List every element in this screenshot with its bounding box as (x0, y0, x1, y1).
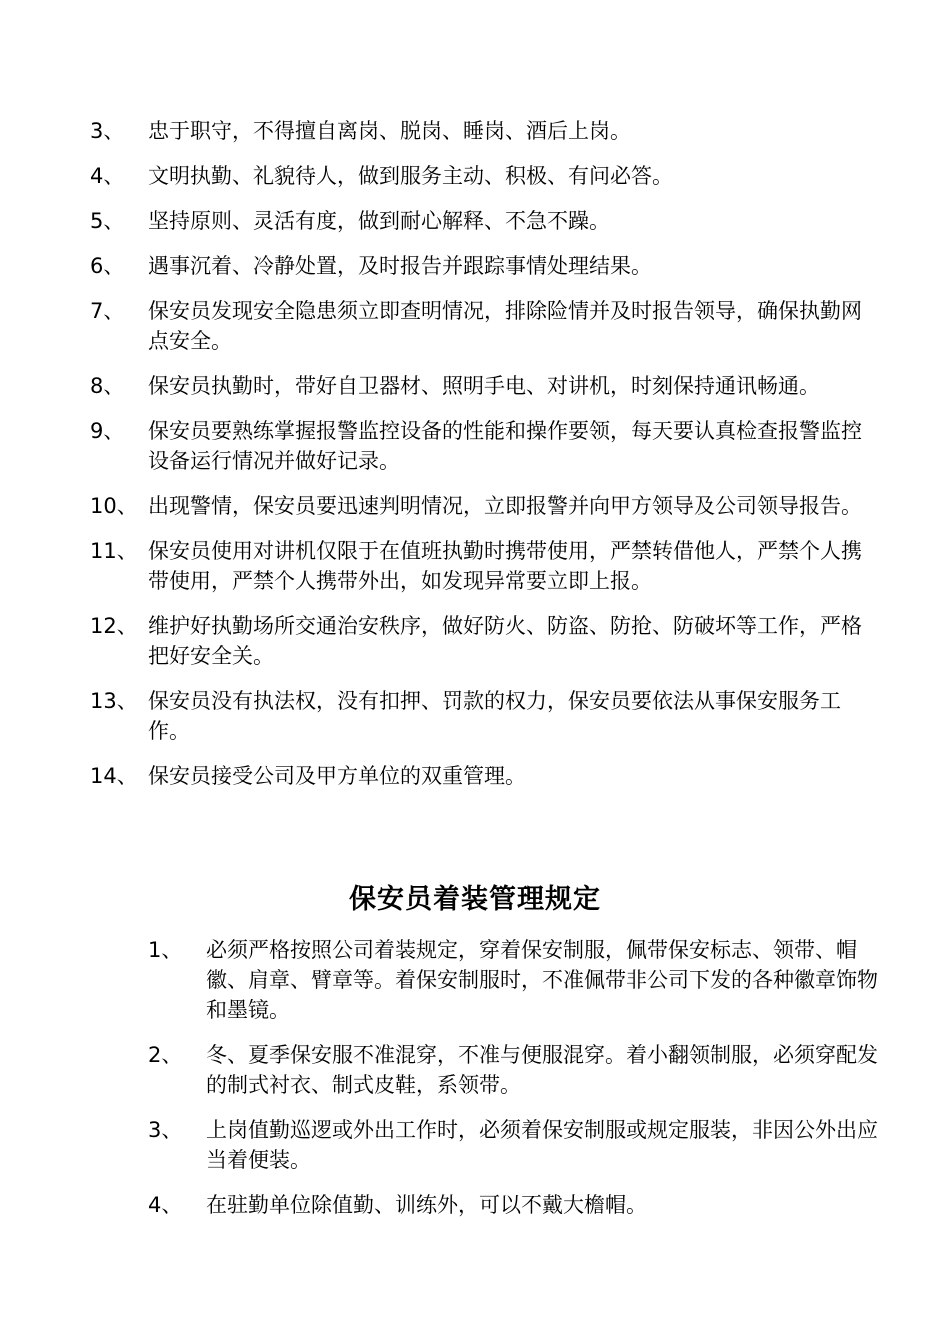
duty-rules-list (90, 116, 870, 806)
list-item-text: 出现警情，保安员要迅速判明情况，立即报警并向甲方领导及公司领导报告。 (148, 494, 862, 518)
list-item-number: 6、 (90, 254, 125, 278)
list-item-text: 坚持原则、灵活有度，做到耐心解释、不急不躁。 (148, 209, 610, 233)
list-item-number: 13、 (90, 689, 138, 713)
list-item (90, 686, 870, 746)
list-item-text: 文明执勤、礼貌待人，做到服务主动、积极、有问必答。 (148, 164, 673, 188)
dress-rules-list (148, 935, 878, 1235)
list-item-text: 必须严格按照公司着装规定，穿着保安制服，佩带保安标志、领带、帽徽、肩章、臂章等。着保安制服时，不准佩带非公司下发的各种徽章饰物和墨镜。 (206, 938, 878, 1022)
list-item (90, 761, 870, 791)
list-item-number: 3、 (90, 119, 125, 143)
list-item (90, 491, 870, 521)
list-item (90, 116, 870, 146)
list-item-number: 2、 (148, 1043, 183, 1067)
list-item-number: 8、 (90, 374, 125, 398)
list-item-text: 上岗值勤巡逻或外出工作时，必须着保安制服或规定服装，非因公外出应当着便装。 (206, 1118, 878, 1172)
section-heading: 保安员着装管理规定 (349, 884, 601, 915)
list-item-text: 维护好执勤场所交通治安秩序，做好防火、防盗、防抢、防破坏等工作，严格把好安全关。 (148, 614, 862, 668)
list-item-text: 遇事沉着、冷静处置，及时报告并跟踪事情处理结果。 (148, 254, 652, 278)
list-item (90, 371, 870, 401)
list-item-text: 保安员没有执法权，没有扣押、罚款的权力，保安员要依法从事保安服务工作。 (148, 689, 841, 743)
list-item (90, 536, 870, 596)
list-item-text: 在驻勤单位除值勤、训练外，可以不戴大檐帽。 (206, 1193, 647, 1217)
list-item (90, 296, 870, 356)
list-item-number: 9、 (90, 419, 125, 443)
list-item-text: 保安员使用对讲机仅限于在值班执勤时携带使用，严禁转借他人，严禁个人携带使用，严禁个人携带外出，如发现异常要立即上报。 (148, 539, 862, 593)
list-item-number: 7、 (90, 299, 125, 323)
list-item (90, 416, 870, 476)
list-item (148, 935, 878, 1025)
list-item-number: 5、 (90, 209, 125, 233)
list-item-number: 14、 (90, 764, 138, 788)
list-item-number: 3、 (148, 1118, 183, 1142)
list-item-text: 保安员发现安全隐患须立即查明情况，排除险情并及时报告领导，确保执勤网点安全。 (148, 299, 862, 353)
list-item-text: 保安员要熟练掌握报警监控设备的性能和操作要领，每天要认真检查报警监控设备运行情况并做好记录。 (148, 419, 862, 473)
list-item-number: 4、 (90, 164, 125, 188)
list-item-text: 忠于职守，不得擅自离岗、脱岗、睡岗、酒后上岗。 (148, 119, 631, 143)
list-item-number: 11、 (90, 539, 138, 563)
list-item-number: 1、 (148, 938, 183, 962)
list-item (90, 611, 870, 671)
list-item-number: 12、 (90, 614, 138, 638)
list-item (90, 206, 870, 236)
list-item (90, 161, 870, 191)
list-item (148, 1190, 878, 1220)
list-item-text: 保安员执勤时，带好自卫器材、照明手电、对讲机，时刻保持通讯畅通。 (148, 374, 820, 398)
list-item-number: 4、 (148, 1193, 183, 1217)
list-item-text: 保安员接受公司及甲方单位的双重管理。 (148, 764, 526, 788)
list-item (90, 251, 870, 281)
list-item-text: 冬、夏季保安服不准混穿，不准与便服混穿。着小翻领制服，必须穿配发的制式衬衣、制式皮鞋，系领带。 (206, 1043, 878, 1097)
list-item (148, 1040, 878, 1100)
list-item-number: 10、 (90, 494, 138, 518)
list-item (148, 1115, 878, 1175)
